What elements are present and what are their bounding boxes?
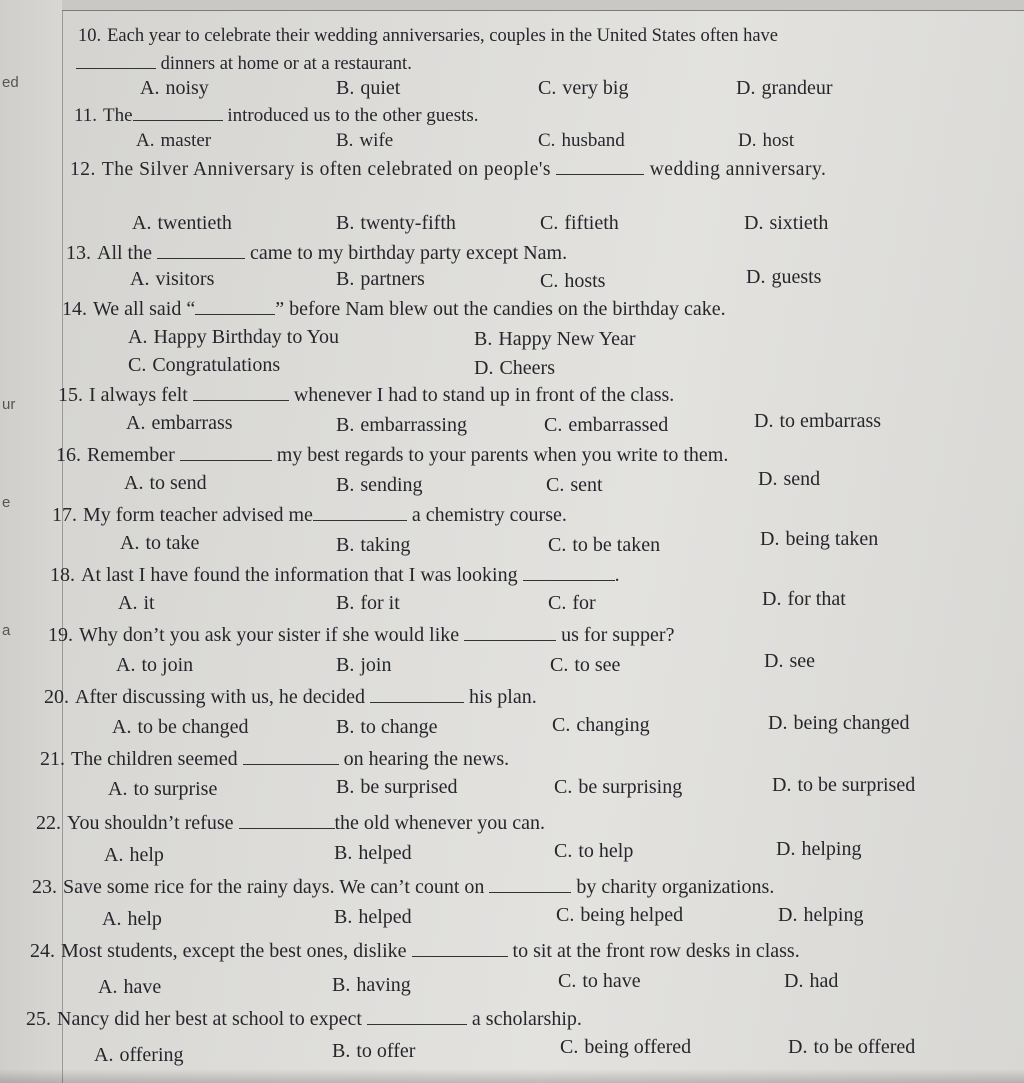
question-23 — [32, 876, 774, 899]
option-d[interactable]: D. helping — [776, 838, 862, 860]
question-12 — [70, 158, 826, 181]
question-11 — [74, 104, 479, 127]
option-c[interactable]: C. to have — [558, 970, 641, 992]
question-number: 18. — [50, 564, 75, 586]
question-text: Why don’t you ask your sister if she would like — [79, 624, 460, 646]
option-c[interactable]: C. to be taken — [548, 534, 661, 556]
option-b[interactable]: B. twenty-fifth — [336, 212, 456, 234]
option-b[interactable]: B. embarrassing — [336, 414, 467, 436]
option-a[interactable]: A. to take — [120, 532, 200, 554]
question-text: his plan. — [468, 686, 537, 708]
option-b[interactable]: B. Happy New Year — [474, 328, 636, 350]
question-text: I always felt — [89, 384, 188, 406]
question-text: . — [614, 564, 620, 586]
page-bottom-shadow — [0, 1069, 1024, 1083]
question-text: Each year to celebrate their wedding anniversaries, couples in the United States often have — [107, 26, 779, 46]
question-text: Most students, except the best ones, dislike — [61, 940, 407, 962]
question-number: 10. — [78, 26, 102, 46]
option-d[interactable]: D. to be offered — [788, 1036, 916, 1058]
option-d[interactable]: D. to be surprised — [772, 774, 916, 796]
question-19 — [48, 624, 674, 647]
option-a[interactable]: A. noisy — [140, 77, 209, 99]
question-15 — [58, 384, 674, 407]
option-b[interactable]: B. taking — [336, 534, 411, 556]
option-b[interactable]: B. for it — [336, 592, 400, 614]
option-b[interactable]: B. to change — [336, 716, 438, 738]
option-b[interactable]: B. be surprised — [336, 776, 458, 798]
option-d[interactable]: D. grandeur — [736, 77, 833, 99]
answer-blank[interactable] — [76, 52, 156, 69]
question-text: my best regards to your parents when you write to them. — [276, 444, 729, 466]
question-18 — [50, 564, 620, 587]
question-text: us for supper? — [561, 624, 675, 646]
option-d[interactable]: D. Cheers — [474, 357, 555, 379]
option-b[interactable]: B. wife — [336, 130, 394, 151]
answer-blank[interactable] — [367, 1008, 467, 1025]
question-text: Save some rice for the rainy days. We can’t count on — [63, 876, 485, 898]
question-13 — [66, 242, 567, 265]
option-a[interactable]: A. help — [104, 844, 164, 866]
option-c[interactable]: C. sent — [546, 474, 603, 496]
question-number: 19. — [48, 624, 73, 646]
question-number: 25. — [26, 1008, 51, 1030]
answer-blank[interactable] — [157, 242, 245, 259]
option-b[interactable]: B. sending — [336, 474, 423, 496]
question-text: Remember — [87, 444, 175, 466]
question-text: on hearing the news. — [343, 748, 510, 770]
answer-blank[interactable] — [313, 504, 407, 521]
option-a[interactable]: A. twentieth — [132, 212, 232, 234]
option-d[interactable]: D. being changed — [768, 712, 910, 734]
question-number: 13. — [66, 242, 91, 264]
option-c[interactable]: C. Congratulations — [128, 354, 281, 376]
question-text: The children seemed — [71, 748, 238, 770]
top-rule — [62, 0, 1024, 11]
page-margin — [0, 0, 63, 1083]
option-b[interactable]: B. helped — [334, 906, 412, 928]
answer-blank[interactable] — [556, 158, 644, 175]
question-text: After discussing with us, he decided — [75, 686, 365, 708]
option-c[interactable]: C. be surprising — [554, 776, 683, 798]
option-c[interactable]: C. for — [548, 592, 596, 614]
option-d[interactable]: D. guests — [746, 266, 822, 288]
option-a[interactable]: A. offering — [94, 1044, 184, 1066]
question-text: a scholarship. — [471, 1008, 582, 1030]
option-c[interactable]: C. embarrassed — [544, 414, 669, 436]
question-text: whenever I had to stand up in front of the class. — [293, 384, 675, 406]
question-text: All the — [97, 242, 152, 264]
option-a[interactable]: A. Happy Birthday to You — [128, 326, 340, 348]
question-number: 24. — [30, 940, 55, 962]
question-number: 14. — [62, 298, 87, 320]
option-d[interactable]: D. being taken — [760, 528, 879, 550]
answer-blank[interactable] — [523, 564, 615, 581]
option-c[interactable]: C. changing — [552, 714, 650, 736]
answer-blank[interactable] — [133, 104, 223, 121]
margin-fragment: e — [2, 494, 11, 511]
option-a[interactable]: A. help — [102, 908, 162, 930]
question-text: dinners at home or at a restaurant. — [160, 54, 412, 74]
option-a[interactable]: A. master — [136, 130, 212, 151]
option-c[interactable]: C. husband — [538, 130, 625, 151]
margin-fragment: a — [2, 622, 11, 639]
question-number: 21. — [40, 748, 65, 770]
question-text: the old whenever you can. — [334, 812, 545, 834]
option-b[interactable]: B. partners — [336, 268, 425, 290]
option-c[interactable]: C. fiftieth — [540, 212, 619, 234]
option-b[interactable]: B. to offer — [332, 1040, 416, 1062]
question-text: introduced us to the other guests. — [227, 105, 479, 126]
question-number: 17. — [52, 504, 77, 526]
question-20 — [44, 686, 537, 709]
option-b[interactable]: B. helped — [334, 842, 412, 864]
answer-blank[interactable] — [193, 384, 289, 401]
option-c[interactable]: C. to see — [550, 654, 621, 676]
option-a[interactable]: A. embarrass — [126, 412, 233, 434]
option-a[interactable]: A. to send — [124, 472, 207, 494]
question-number: 11. — [74, 105, 98, 126]
question-number: 20. — [44, 686, 69, 708]
answer-blank[interactable] — [489, 876, 571, 893]
option-d[interactable]: D. helping — [778, 904, 864, 926]
option-d[interactable]: D. to embarrass — [754, 410, 882, 432]
option-b[interactable]: B. quiet — [336, 77, 401, 99]
option-c[interactable]: C. being helped — [556, 904, 684, 926]
option-d[interactable]: D. for that — [762, 588, 846, 610]
question-14 — [62, 298, 726, 321]
question-21 — [40, 748, 509, 771]
question-number: 23. — [32, 876, 57, 898]
option-d[interactable]: D. had — [784, 970, 839, 992]
option-a[interactable]: A. have — [98, 976, 162, 998]
question-text: We all said “ — [93, 298, 196, 320]
question-22 — [36, 812, 545, 835]
option-b[interactable]: B. having — [332, 974, 411, 996]
question-25 — [26, 1008, 582, 1031]
answer-blank[interactable] — [243, 748, 339, 765]
option-c[interactable]: C. very big — [538, 77, 629, 99]
question-text: Nancy did her best at school to expect — [57, 1008, 362, 1030]
question-text: to sit at the front row desks in class. — [512, 940, 800, 962]
option-d[interactable]: D. sixtieth — [744, 212, 829, 234]
question-number: 16. — [56, 444, 81, 466]
answer-blank[interactable] — [412, 940, 508, 957]
question-text: wedding anniversary. — [649, 159, 827, 180]
option-a[interactable]: A. it — [118, 592, 155, 614]
margin-fragment: ed — [2, 74, 19, 91]
question-number: 22. — [36, 812, 61, 834]
question-24 — [30, 940, 800, 963]
answer-blank[interactable] — [370, 686, 464, 703]
question-10 — [78, 26, 778, 47]
option-d[interactable]: D. send — [758, 468, 821, 490]
option-c[interactable]: C. to help — [554, 840, 634, 862]
question-text: by charity organizations. — [576, 876, 775, 898]
question-17 — [52, 504, 567, 527]
option-d[interactable]: D. host — [738, 130, 795, 151]
question-text: ” before Nam blew out the candies on the birthday cake. — [275, 298, 726, 320]
question-10-line2 — [76, 52, 412, 75]
answer-blank[interactable] — [180, 444, 272, 461]
question-16 — [56, 444, 728, 467]
question-text: The — [103, 105, 133, 126]
question-text: came to my birthday party except Nam. — [250, 242, 568, 264]
question-text: a chemistry course. — [411, 504, 567, 526]
answer-blank[interactable] — [239, 812, 335, 829]
option-c[interactable]: C. hosts — [540, 270, 606, 292]
option-a[interactable]: A. to join — [116, 654, 194, 676]
question-number: 12. — [70, 159, 96, 180]
option-a[interactable]: A. to be changed — [112, 716, 249, 738]
option-c[interactable]: C. being offered — [560, 1036, 692, 1058]
answer-blank[interactable] — [195, 298, 275, 315]
question-text: You shouldn’t refuse — [67, 812, 234, 834]
margin-fragment: ur — [2, 396, 16, 413]
question-text: At last I have found the information that I was looking — [81, 564, 518, 586]
question-text: My form teacher advised me — [83, 504, 313, 526]
option-d[interactable]: D. see — [764, 650, 815, 672]
option-b[interactable]: B. join — [336, 654, 392, 676]
option-a[interactable]: A. to surprise — [108, 778, 218, 800]
answer-blank[interactable] — [464, 624, 556, 641]
question-number: 15. — [58, 384, 83, 406]
question-text: The Silver Anniversary is often celebrated on people's — [101, 159, 551, 180]
option-a[interactable]: A. visitors — [130, 268, 215, 290]
